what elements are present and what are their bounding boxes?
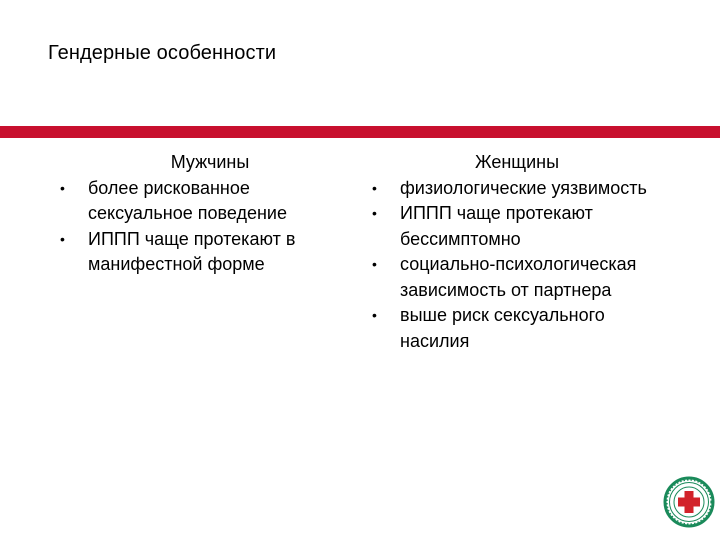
list-item-text: ИППП чаще протекают бессимптомно: [400, 203, 593, 249]
red-cross-emblem-icon: [663, 476, 715, 528]
list-item-text: социально-психологическая зависимость от партнера: [400, 254, 637, 300]
bullet-icon: •: [60, 230, 65, 247]
list-item: [54, 227, 354, 278]
list-item-text: ИППП чаще протекают в манифестной форме: [88, 228, 296, 274]
men-heading: Мужчины: [170, 152, 250, 172]
women-heading: Женщины: [474, 152, 560, 172]
list-item: [366, 176, 656, 202]
list-item: [54, 176, 354, 227]
list-item: [366, 303, 656, 354]
bullet-icon: •: [372, 256, 377, 272]
list-item: [366, 201, 656, 252]
men-column: [54, 150, 354, 278]
list-item-text: более рискованное сексуальное поведение: [88, 177, 287, 223]
bullet-icon: •: [372, 205, 377, 221]
bullet-icon: •: [372, 179, 377, 196]
men-bullet-list: [54, 176, 354, 278]
women-column: [366, 150, 656, 354]
page-title: Гендерные особенности: [48, 42, 277, 64]
list-item: [366, 252, 656, 303]
women-bullet-list: [366, 176, 656, 355]
bullet-icon: •: [60, 179, 65, 196]
title-divider-bar: [0, 126, 720, 138]
list-item-text: физиологические уязвимость: [400, 177, 647, 198]
list-item-text: выше риск сексуального насилия: [400, 305, 605, 351]
bullet-icon: •: [372, 307, 377, 323]
